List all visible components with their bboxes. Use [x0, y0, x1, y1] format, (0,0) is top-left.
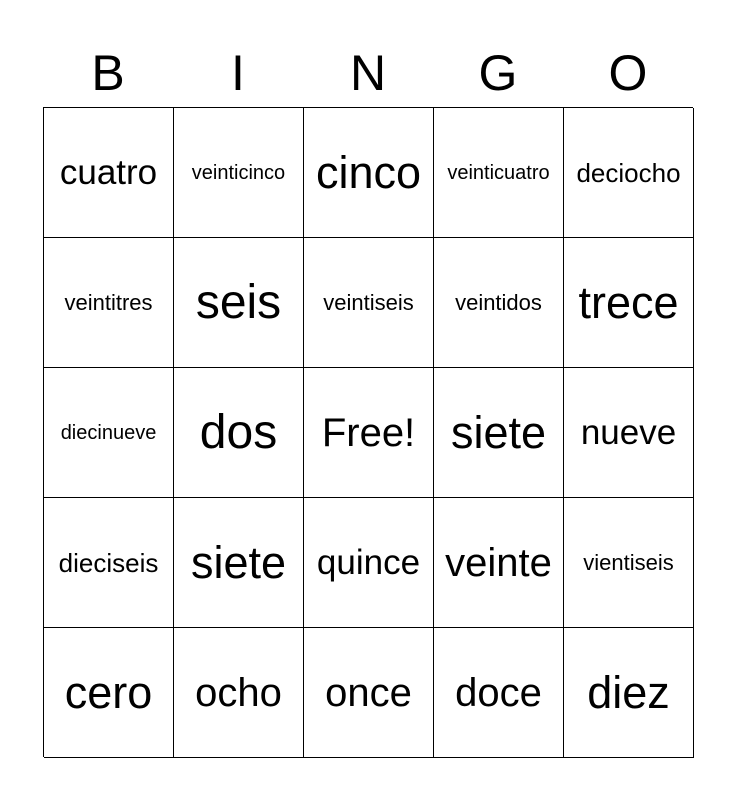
bingo-cell-r1-c4[interactable]: veinticuatro: [434, 108, 564, 238]
bingo-cell-r5-c3[interactable]: once: [304, 628, 434, 758]
bingo-cell-r5-c2[interactable]: ocho: [174, 628, 304, 758]
bingo-cell-r2-c1[interactable]: veintitres: [44, 238, 174, 368]
bingo-cell-r1-c1[interactable]: cuatro: [44, 108, 174, 238]
bingo-cell-r4-c3[interactable]: quince: [304, 498, 434, 628]
bingo-cell-r3-c1[interactable]: diecinueve: [44, 368, 174, 498]
bingo-cell-r4-c5[interactable]: vientiseis: [564, 498, 694, 628]
bingo-header: [43, 40, 693, 106]
bingo-cell-r1-c5[interactable]: deciocho: [564, 108, 694, 238]
bingo-cell-r2-c2[interactable]: seis: [174, 238, 304, 368]
header-letter-n: N: [349, 45, 387, 101]
bingo-cell-r1-c2[interactable]: veinticinco: [174, 108, 304, 238]
bingo-cell-r2-c5[interactable]: trece: [564, 238, 694, 368]
header-letter-b: B: [91, 45, 125, 101]
bingo-cell-r5-c5[interactable]: diez: [564, 628, 694, 758]
bingo-cell-r2-c4[interactable]: veintidos: [434, 238, 564, 368]
header-letter-o: O: [608, 45, 648, 101]
bingo-cell-r5-c4[interactable]: doce: [434, 628, 564, 758]
bingo-cell-r3-c2[interactable]: dos: [174, 368, 304, 498]
bingo-cell-r1-c3[interactable]: cinco: [304, 108, 434, 238]
bingo-cell-r5-c1[interactable]: cero: [44, 628, 174, 758]
free-space-cell[interactable]: Free!: [304, 368, 434, 498]
bingo-cell-r2-c3[interactable]: veintiseis: [304, 238, 434, 368]
bingo-board: [43, 107, 693, 757]
header-letter-g: G: [478, 45, 518, 101]
bingo-cell-r3-c4[interactable]: siete: [434, 368, 564, 498]
bingo-cell-r4-c4[interactable]: veinte: [434, 498, 564, 628]
bingo-cell-r4-c1[interactable]: dieciseis: [44, 498, 174, 628]
bingo-cell-r4-c2[interactable]: siete: [174, 498, 304, 628]
bingo-cell-r3-c5[interactable]: nueve: [564, 368, 694, 498]
header-letter-i: I: [231, 45, 245, 101]
